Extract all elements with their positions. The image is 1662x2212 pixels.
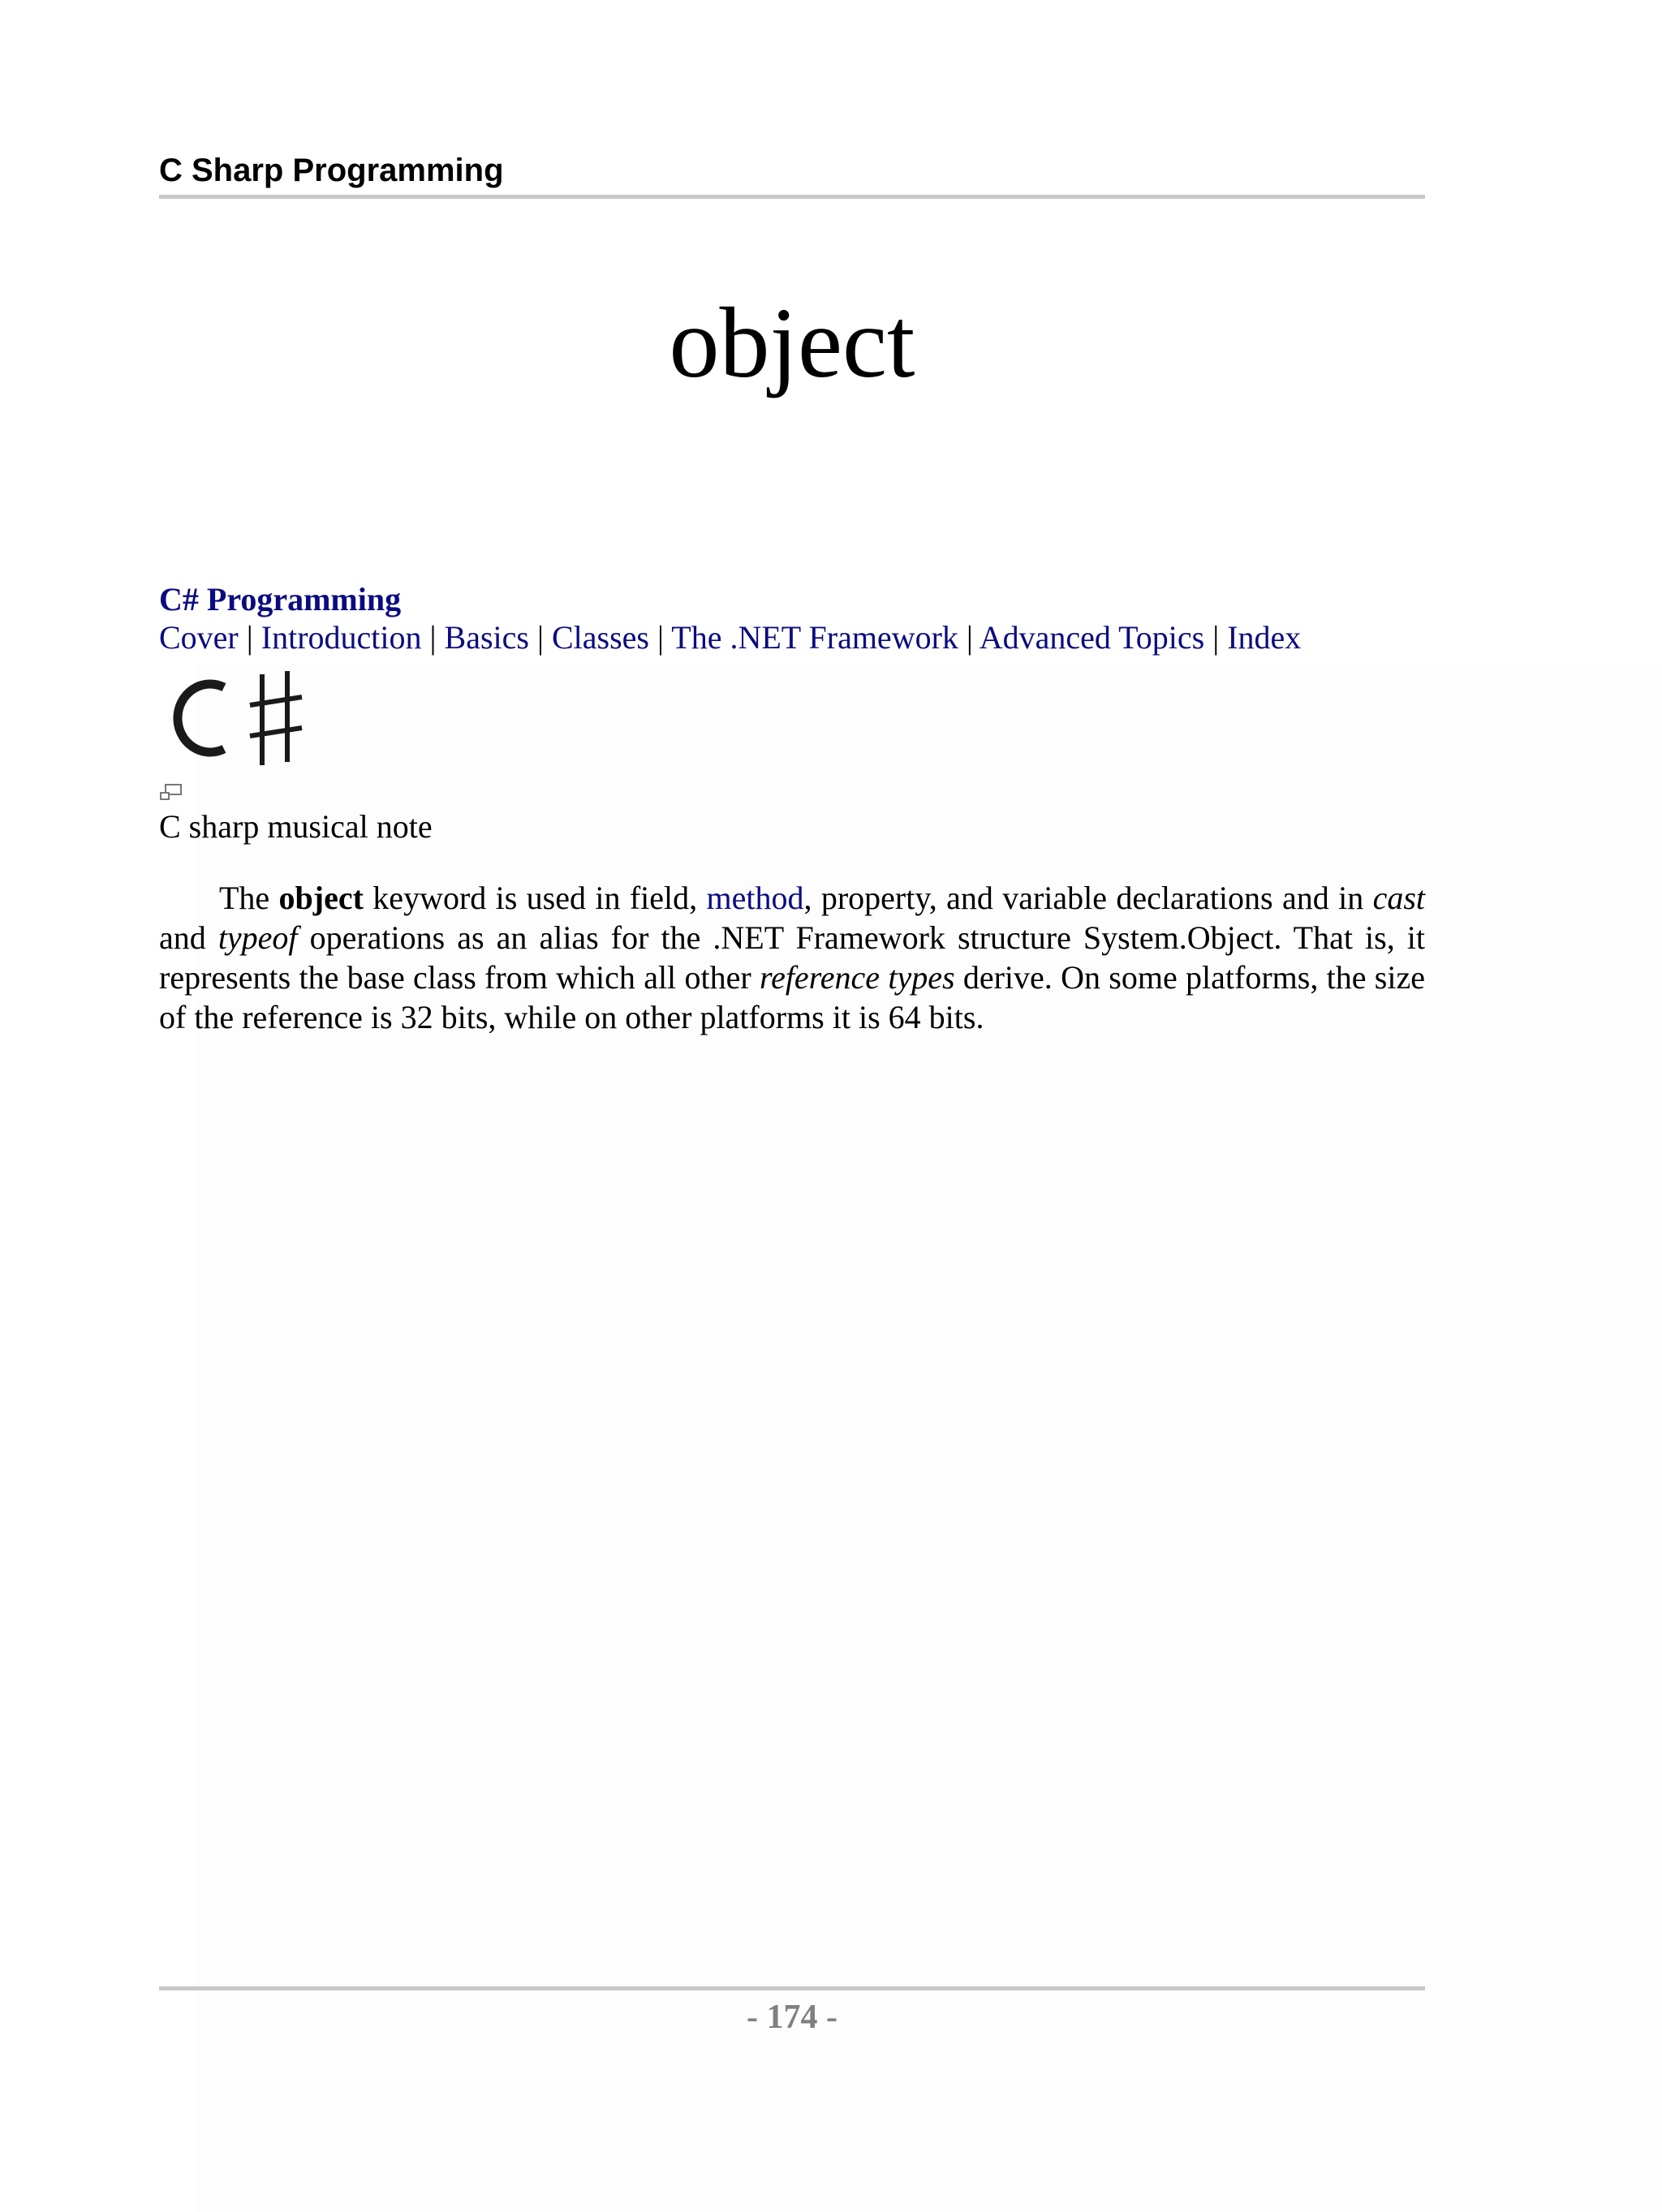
nav-title-link[interactable]: C# Programming [159, 581, 402, 618]
logo-letter-c [178, 684, 224, 752]
enlarge-icon[interactable] [159, 783, 183, 803]
header-rule [159, 195, 1425, 199]
footer-rule [159, 1986, 1425, 1990]
method-link[interactable]: method [706, 880, 804, 916]
text-run: , property, and variable declarations and in [803, 880, 1373, 916]
text-run: operations as an alias for the .NET Framework structure System.Object. That is, it represents the base class from which all other [159, 919, 1425, 996]
term-reference-types: reference types [759, 959, 955, 996]
c-sharp-logo[interactable] [159, 669, 329, 767]
nav-link-classes[interactable]: Classes [551, 619, 649, 656]
nav-link-dotnet-framework[interactable]: The .NET Framework [671, 619, 958, 656]
page-number: - 174 - [747, 1999, 837, 2036]
nav-title[interactable] [159, 580, 401, 618]
nav-separator: | [238, 619, 261, 656]
term-cast: cast [1372, 880, 1425, 916]
body-paragraph [159, 878, 1425, 1037]
text-run: derive. On some platforms, the size of the reference is 32 bits, while on other platforms it is 64 bits. [159, 959, 1425, 1035]
text-run: keyword is used in field, [363, 880, 707, 916]
text-run: The [219, 880, 279, 916]
nav-link-basics[interactable]: Basics [444, 619, 529, 656]
figure-caption: C sharp musical note [159, 808, 433, 845]
chapter-title: object [669, 287, 915, 398]
nav-separator: | [958, 619, 980, 656]
nav-links [159, 618, 1301, 656]
term-typeof: typeof [217, 919, 298, 956]
nav-separator: | [528, 619, 552, 656]
nav-link-advanced-topics[interactable]: Advanced Topics [979, 619, 1205, 656]
nav-link-index[interactable]: Index [1227, 619, 1302, 656]
nav-separator: | [648, 619, 672, 656]
nav-link-introduction[interactable]: Introduction [260, 619, 422, 656]
nav-separator: | [421, 619, 445, 656]
nav-link-cover[interactable]: Cover [159, 619, 239, 656]
logo-sharp-sign [250, 671, 302, 765]
running-header: C Sharp Programming [159, 153, 504, 188]
nav-separator: | [1204, 619, 1228, 656]
keyword-object: object [278, 880, 364, 916]
text-run: and [159, 919, 218, 956]
